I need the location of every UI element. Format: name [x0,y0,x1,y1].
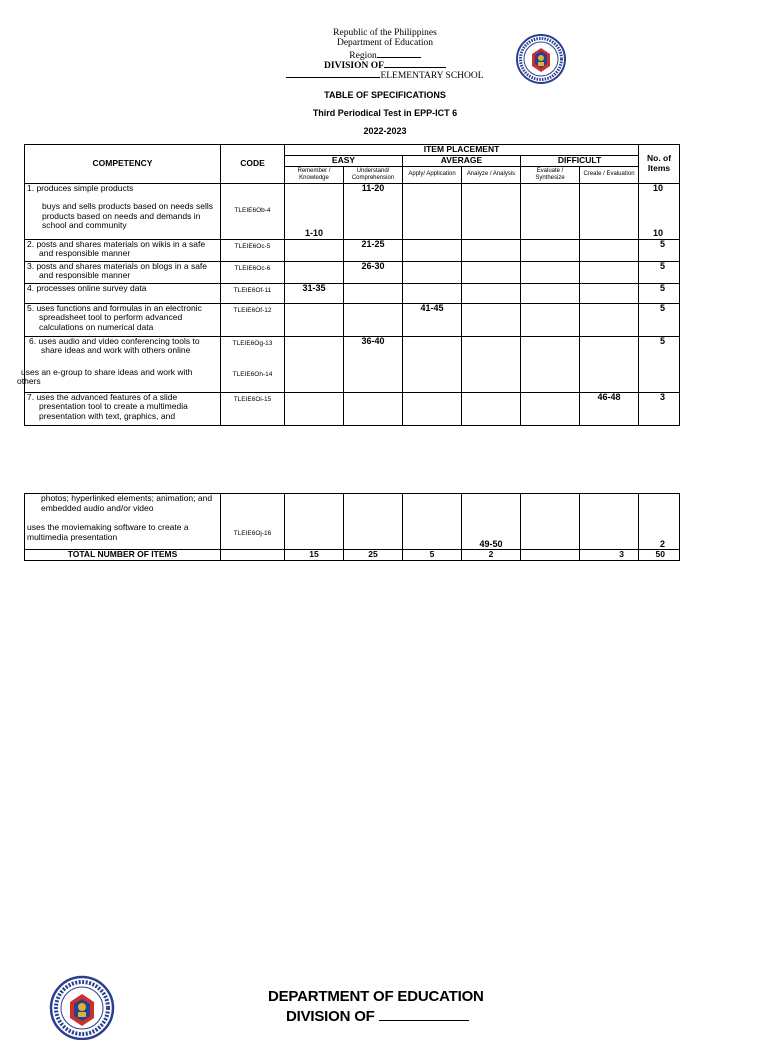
competency-7-cont: photos; hyperlinked elements; animation; and embedded audio and/or video [41,493,213,513]
count-8: 2 [639,494,680,550]
competency-1: 1. produces simple products [27,182,134,193]
total-apply: 5 [403,550,462,561]
code-cell: TLEIE6Ob-4 [221,183,285,239]
evaluate-cell [521,336,580,392]
create-cell [580,283,639,303]
header-republic: Republic of the Philippines [333,28,437,38]
header-deped: Department of Education [336,38,434,48]
analyze-cell [462,261,521,283]
count-1: 10 [653,182,664,193]
count-cell [639,183,680,239]
table-row [25,392,680,425]
footer-deped: DEPARTMENT OF EDUCATION [268,988,484,1005]
total-create: 3 [580,550,639,561]
table-row [25,303,680,336]
header-region-label: Region [349,51,377,61]
header-school-label: ELEMENTARY SCHOOL [380,71,484,81]
create-cell [580,261,639,283]
no-items-header: No. of Items [639,145,680,184]
evaluate-cell [521,239,580,261]
understand-cell [344,283,403,303]
remember-cell [285,392,344,425]
evaluate-cell [521,303,580,336]
table-row [25,261,680,283]
total-code-cell [221,550,285,561]
footer-division-blank [379,1006,469,1021]
understand-3: 26-30 [344,261,403,283]
understand-cell: 11-20 [344,183,403,239]
analyze-8: 49-50 [462,494,521,550]
deped-seal-icon [516,34,566,84]
evaluate-cell [521,283,580,303]
remember-cell [285,239,344,261]
header-school [250,68,520,81]
table-row [25,283,680,303]
level-remember: Remember / Knowledge [285,166,344,183]
analyze-cell [462,336,521,392]
competency-1b: buys and sells products based on needs sells products based on needs and demands in school and community [42,201,214,230]
count-1b: 10 [653,228,664,238]
evaluate-cell [521,261,580,283]
group-difficult: DIFFICULT [521,156,639,167]
total-count: 50 [639,550,680,561]
level-analyze: Analyze / Analysis [462,166,521,183]
level-create: Create / Evaluation [580,166,639,183]
competency-cell [25,183,221,239]
analyze-cell [462,283,521,303]
level-understand: Understand/ Comprehension [344,166,403,183]
specifications-table-continued [24,493,680,561]
table-row [25,336,680,392]
competency-5: 5. uses functions and formulas in an electronic spreadsheet tool to perform advanced calculations on numerical data [25,303,221,336]
create-cell [580,336,639,392]
code-4: TLEIE6Of-11 [221,283,285,303]
code-7: TLEIE6Oi-15 [221,392,285,425]
apply-5: 41-45 [403,303,462,336]
table-row [25,494,680,550]
create-7: 46-48 [580,392,639,425]
footer-division [286,1006,469,1025]
apply-cell [403,261,462,283]
apply-cell [403,239,462,261]
apply-cell [403,494,462,550]
competency-cell [25,494,221,550]
total-row [25,550,680,561]
group-easy: EASY [285,156,403,167]
competency-6: 6. uses audio and video conferencing tools to share ideas and work with others online [29,335,200,355]
code-8: TLEIE6Oj-16 [221,494,285,550]
total-remember: 15 [285,550,344,561]
remember-cell [285,494,344,550]
evaluate-cell [521,183,580,239]
analyze-cell [462,303,521,336]
doc-subtitle: Third Periodical Test in EPP-ICT 6 [312,108,458,118]
total-understand: 25 [344,550,403,561]
school-blank-line [286,68,380,78]
remember-cell [285,261,344,283]
col-competency-header: COMPETENCY [25,145,221,184]
footer-division-label: DIVISION OF [286,1008,375,1025]
remember-4: 31-35 [285,283,344,303]
item-placement-header: ITEM PLACEMENT [285,145,639,156]
competency-8: uses the moviemaking software to create a multimedia presentation [27,522,189,542]
understand-cell [344,303,403,336]
count-5: 5 [639,303,680,336]
apply-cell [403,392,462,425]
deped-seal-footer-icon [50,976,114,1040]
evaluate-cell [521,392,580,425]
region-blank-line [377,48,421,58]
competency-2: 2. posts and shares materials on wikis in a safe and responsible manner [25,239,221,261]
doc-title: TABLE OF SPECIFICATIONS [324,90,446,100]
count-3: 5 [639,261,680,283]
code-2: TLEIE6Oc-5 [221,239,285,261]
create-cell [580,183,639,239]
understand-6: 36-40 [344,336,403,392]
competency-6b: uses an e-group to share ideas and work with others [17,366,193,386]
create-cell [580,239,639,261]
evaluate-cell [521,494,580,550]
group-average: AVERAGE [403,156,521,167]
competency-3: 3. posts and shares materials on blogs in a safe and responsible manner [25,261,221,283]
division-blank-line [384,58,446,68]
code-6: TLEIE6Og-13 [232,339,273,347]
count-4: 5 [639,283,680,303]
competency-cell [17,335,221,392]
apply-cell [403,183,462,239]
apply-cell [403,336,462,392]
code-3: TLEIE6Oc-6 [221,261,285,283]
total-label: TOTAL NUMBER OF ITEMS [25,550,221,561]
create-cell [580,303,639,336]
understand-cell [344,494,403,550]
analyze-cell [462,183,521,239]
code-cell [221,336,285,392]
specifications-table [17,144,680,426]
count-7: 3 [639,392,680,425]
table-row [25,239,680,261]
remember-cell: 1-10 [285,183,344,239]
understand-cell [344,392,403,425]
understand-2: 21-25 [344,239,403,261]
code-5: TLEIE6Of-12 [221,303,285,336]
remember-cell [285,336,344,392]
level-evaluate: Evaluate / Synthesize [521,166,580,183]
create-cell [580,494,639,550]
table-row [25,183,680,239]
competency-4: 4. processes online survey data [25,283,221,303]
school-year: 2022-2023 [363,126,407,136]
level-apply: Apply/ Application [403,166,462,183]
col-code-header: CODE [221,145,285,184]
count-6: 5 [639,336,680,392]
total-analyze: 2 [462,550,521,561]
header-division-label: DIVISION OF [324,61,384,71]
count-2: 5 [639,239,680,261]
competency-7: 7. uses the advanced features of a slide presentation tool to create a multimedia presentation with text, graphics, and [25,392,221,425]
analyze-cell [462,392,521,425]
total-evaluate [521,550,580,561]
code-6b: TLEIE6Oh-14 [232,371,273,378]
remember-cell [285,303,344,336]
analyze-cell [462,239,521,261]
apply-cell [403,283,462,303]
